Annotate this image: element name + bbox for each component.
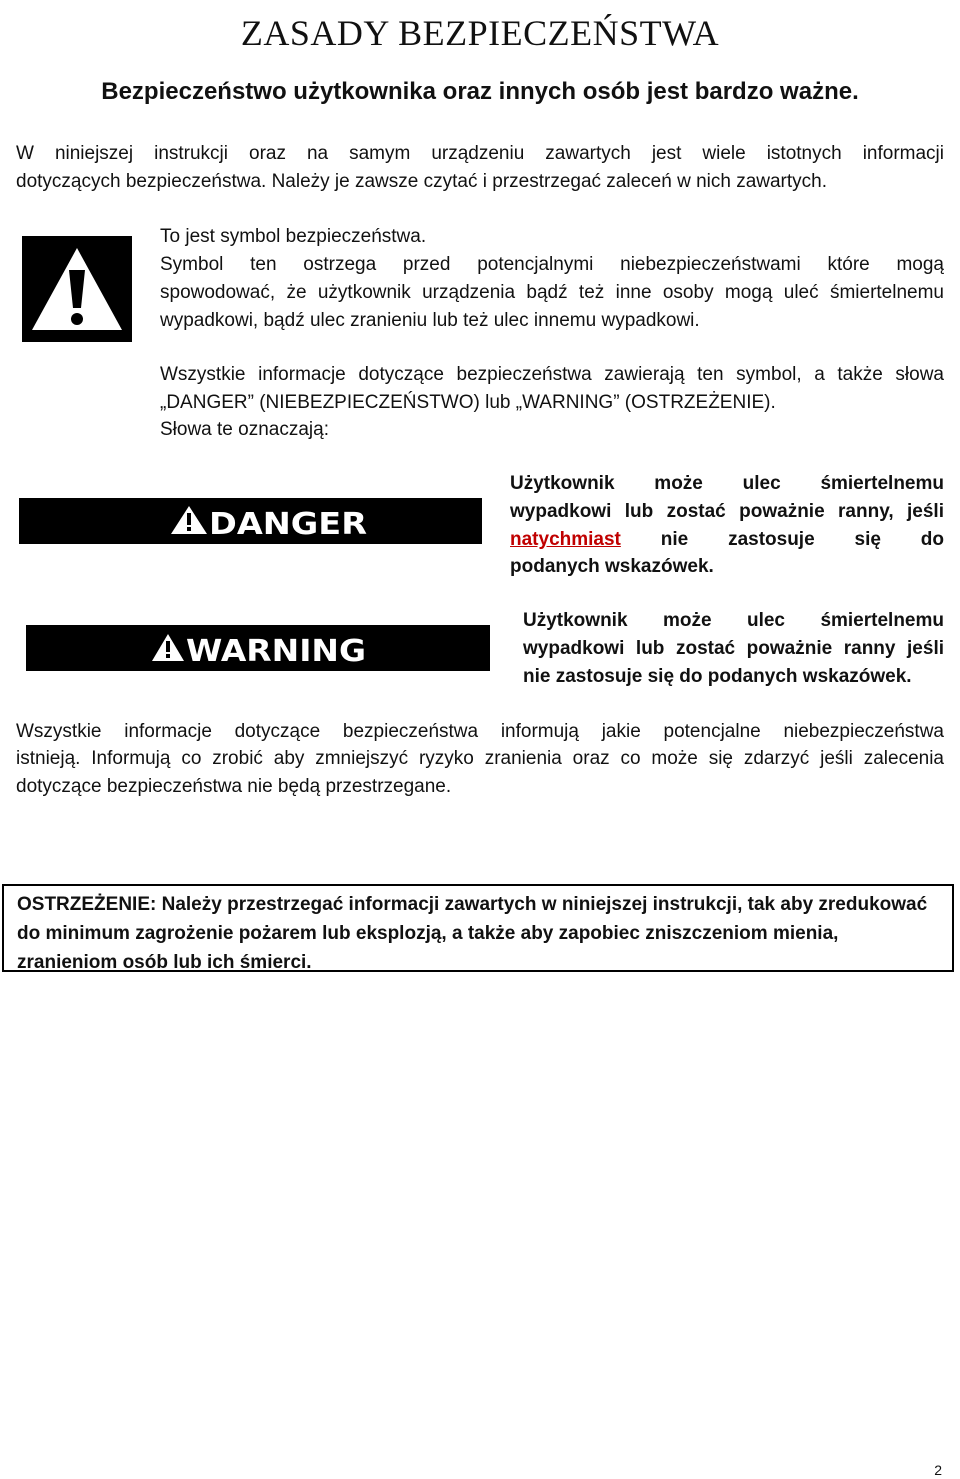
warning-desc-line-1: Użytkownik może ulec śmiertelnemu — [523, 610, 944, 631]
warning-desc-line-2: wypadkowi lub zostać poważnie ranny jeśli — [523, 638, 944, 659]
safety-symbol-icon — [22, 236, 132, 342]
page-title: ZASADY BEZPIECZEŃSTWA — [240, 13, 720, 53]
danger-desc-line-1: Użytkownik może ulec śmiertelnemu — [510, 473, 944, 494]
symbol-desc-line-2: spowodować, że użytkownik urządzenia bądź też inne osoby mogą uleć śmiertelnemu — [160, 282, 944, 303]
warning-label: WARNING — [186, 634, 366, 669]
alert-triangle-icon — [171, 506, 207, 534]
alert-triangle-icon — [152, 634, 184, 661]
notice-line-3: zranieniom osób lub ich śmierci. — [17, 952, 312, 973]
warning-notice-box — [2, 884, 954, 972]
danger-label: DANGER — [209, 507, 367, 542]
danger-desc-line-2: wypadkowi lub zostać poważnie ranny, jeśli — [510, 501, 944, 522]
intro-line-1: W niniejszej instrukcji oraz na samym urządzeniu zawartych jest wiele istotnych informacji — [16, 143, 944, 164]
danger-desc-line-4: podanych wskazówek. — [510, 556, 714, 577]
danger-desc-line-3-rest: nie zastosuje się do — [660, 529, 945, 550]
page-number: 2 — [934, 1462, 942, 1478]
info-line-1: Wszystkie informacje dotyczące bezpieczeństwa informują jakie potencjalne niebezpieczeństwa — [16, 721, 944, 742]
danger-emphasis: natychmiast — [510, 529, 621, 550]
warning-banner — [26, 625, 490, 671]
signal-words-line-3: Słowa te oznaczają: — [160, 419, 329, 440]
signal-words-line-1: Wszystkie informacje dotyczące bezpieczeństwa zawierają ten symbol, a także słowa — [160, 364, 944, 385]
notice-line-2: do minimum zagrożenie pożarem lub eksplozją, a także aby zapobiec zniszczeniom mienia, — [17, 923, 839, 944]
symbol-desc-line-3: wypadkowi, bądź ulec zranieniu lub też ulec innemu wypadkowi. — [160, 310, 700, 331]
info-line-3: dotyczące bezpieczeństwa nie będą przestrzegane. — [16, 776, 452, 797]
danger-banner — [19, 498, 482, 544]
symbol-heading: To jest symbol bezpieczeństwa. — [160, 226, 427, 247]
symbol-desc-line-1: Symbol ten ostrzega przed potencjalnymi niebezpieczeństwami które mogą — [160, 254, 944, 275]
warning-desc-line-3: nie zastosuje się do podanych wskazówek. — [523, 666, 912, 687]
notice-line-1: OSTRZEŻENIE: Należy przestrzegać informacji zawartych w niniejszej instrukcji, tak aby zredukować — [17, 894, 928, 915]
signal-words-line-2: „DANGER” (NIEBEZPIECZEŃSTWO) lub „WARNING” (OSTRZEŻENIE). — [160, 392, 776, 413]
intro-line-2: dotyczących bezpieczeństwa. Należy je zawsze czytać i przestrzegać zaleceń w nich zawartych. — [16, 171, 828, 192]
danger-desc-line-3 — [510, 526, 944, 553]
page-subtitle: Bezpieczeństwo użytkownika oraz innych osób jest bardzo ważne. — [101, 78, 859, 105]
info-line-2: istnieją. Informują co zrobić aby zmniejszyć ryzyko zranienia oraz co może się zdarzyć jeśli zalecenia — [16, 748, 944, 769]
